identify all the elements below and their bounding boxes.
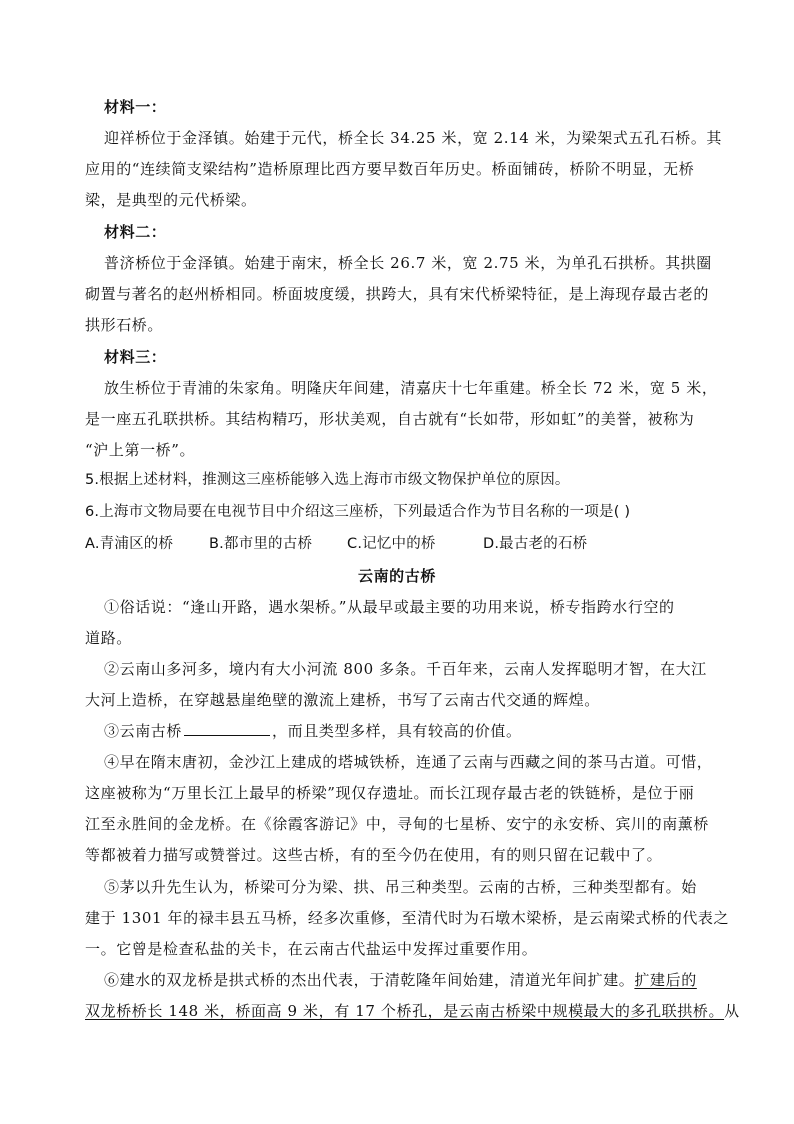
article-p3-before: ③云南古桥 <box>104 722 183 740</box>
article-p6-line1-plain: ⑥建水的双龙桥是拱式桥的杰出代表，于清乾隆年间始建，清道光年间扩建。 <box>104 971 635 989</box>
article-p4-line-3: 江至永胜间的金龙桥。在《徐霞客游记》中，寻甸的七星桥、安宁的永安桥、宾川的南薰桥 <box>85 815 710 833</box>
material1-line-3: 梁，是典型的元代桥梁。 <box>85 191 257 209</box>
option-d[interactable]: D.最古老的石桥 <box>483 536 588 552</box>
material2-line-1: 普济桥位于金泽镇。始建于南宋，桥全长 26.7 米，宽 2.75 米，为单孔石拱桥。其拱圈 <box>104 254 712 272</box>
article-p4-line-4: 等都被着力描写或赞誉过。这些古桥，有的至今仍在使用，有的则只留在记载中了。 <box>85 846 663 864</box>
article-p2-line-2: 大河上造桥，在穿越悬崖绝壁的激流上建桥，书写了云南古代交通的辉煌。 <box>85 691 600 709</box>
material1-line-1: 迎祥桥位于金泽镇。始建于元代，桥全长 34.25 米，宽 2.14 米，为梁架式五孔石桥。其 <box>104 129 723 147</box>
question-5: 5.根据上述材料，推测这三座桥能够入选上海市市级文物保护单位的原因。 <box>85 472 570 488</box>
option-b[interactable]: B.都市里的古桥 <box>209 536 313 552</box>
option-a[interactable]: A.青浦区的桥 <box>85 536 174 552</box>
article-p3 <box>104 721 522 741</box>
article-p5-line-1: ⑤茅以升先生认为，桥梁可分为梁、拱、吊三种类型。云南的古桥，三种类型都有。始 <box>104 878 697 896</box>
material3-heading: 材料三： <box>104 348 167 366</box>
article-title: 云南的古桥 <box>357 567 436 585</box>
article-p4-line-1: ④早在隋末唐初，金沙江上建成的塔城铁桥，连通了云南与西藏之间的茶马古道。可惜， <box>104 753 713 771</box>
article-p4-line-2: 这座被称为“万里长江上最早的桥梁”现仅存遗址。而长江现存最古老的铁链桥，是位于丽 <box>85 784 695 802</box>
material2-heading: 材料二： <box>104 223 167 241</box>
article-p6-line2-plain: 从 <box>724 1002 740 1020</box>
article-p1-line-1: ①俗话说：“逢山开路，遇水架桥。”从最早或最主要的功用来说，桥专指跨水行空的 <box>104 598 675 616</box>
material2-line-2: 砌置与著名的赵州桥相同。桥面坡度缓，拱跨大，具有宋代桥梁特征，是上海现存最古老的 <box>85 285 710 303</box>
material2-line-3: 拱形石桥。 <box>85 316 164 334</box>
material1-heading: 材料一： <box>104 98 167 116</box>
question-6: 6.上海市文物局要在电视节目中介绍这三座桥，下列最适合作为节目名称的一项是( ) <box>85 504 631 520</box>
article-p6-line-1 <box>104 970 697 990</box>
article-p5-line-3: 一。它曾是检查私盐的关卡，在云南古代盐运中发挥过重要作用。 <box>85 940 538 958</box>
option-c[interactable]: C.记忆中的桥 <box>347 536 436 552</box>
material3-line-2: 是一座五孔联拱桥。其结构精巧，形状美观，自古就有“长如带，形如虹”的美誉，被称为 <box>85 410 695 428</box>
question-6-options <box>85 534 587 554</box>
material3-line-1: 放生桥位于青浦的朱家角。明隆庆年间建，清嘉庆十七年重建。桥全长 72 米，宽 5 米， <box>104 379 718 397</box>
material3-line-3: “沪上第一桥”。 <box>85 441 196 459</box>
article-p6-line2-underlined: 双龙桥桥长 148 米，桥面高 9 米，有 17 个桥孔，是云南古桥梁中规模最大的多孔联拱桥。 <box>85 1002 725 1020</box>
fill-in-blank[interactable] <box>184 721 270 736</box>
article-p2-line-1: ②云南山多河多，境内有大小河流 800 多条。千百年来，云南人发挥聪明才智，在大江 <box>104 660 707 678</box>
material1-line-2: 应用的“连续简支梁结构”造桥原理比西方要早数百年历史。桥面铺砖，桥阶不明显，无桥 <box>85 160 695 178</box>
article-p6-line1-underlined: 扩建后的 <box>634 971 697 989</box>
article-p3-after: ，而且类型多样，具有较高的价值。 <box>272 722 522 740</box>
article-p5-line-2: 建于 1301 年的禄丰县五马桥，经多次重修，至清代时为石墩木梁桥，是云南梁式桥的代表之 <box>85 909 730 927</box>
article-p1-line-2: 道路。 <box>85 629 132 647</box>
article-p6-line-2 <box>85 1001 740 1021</box>
